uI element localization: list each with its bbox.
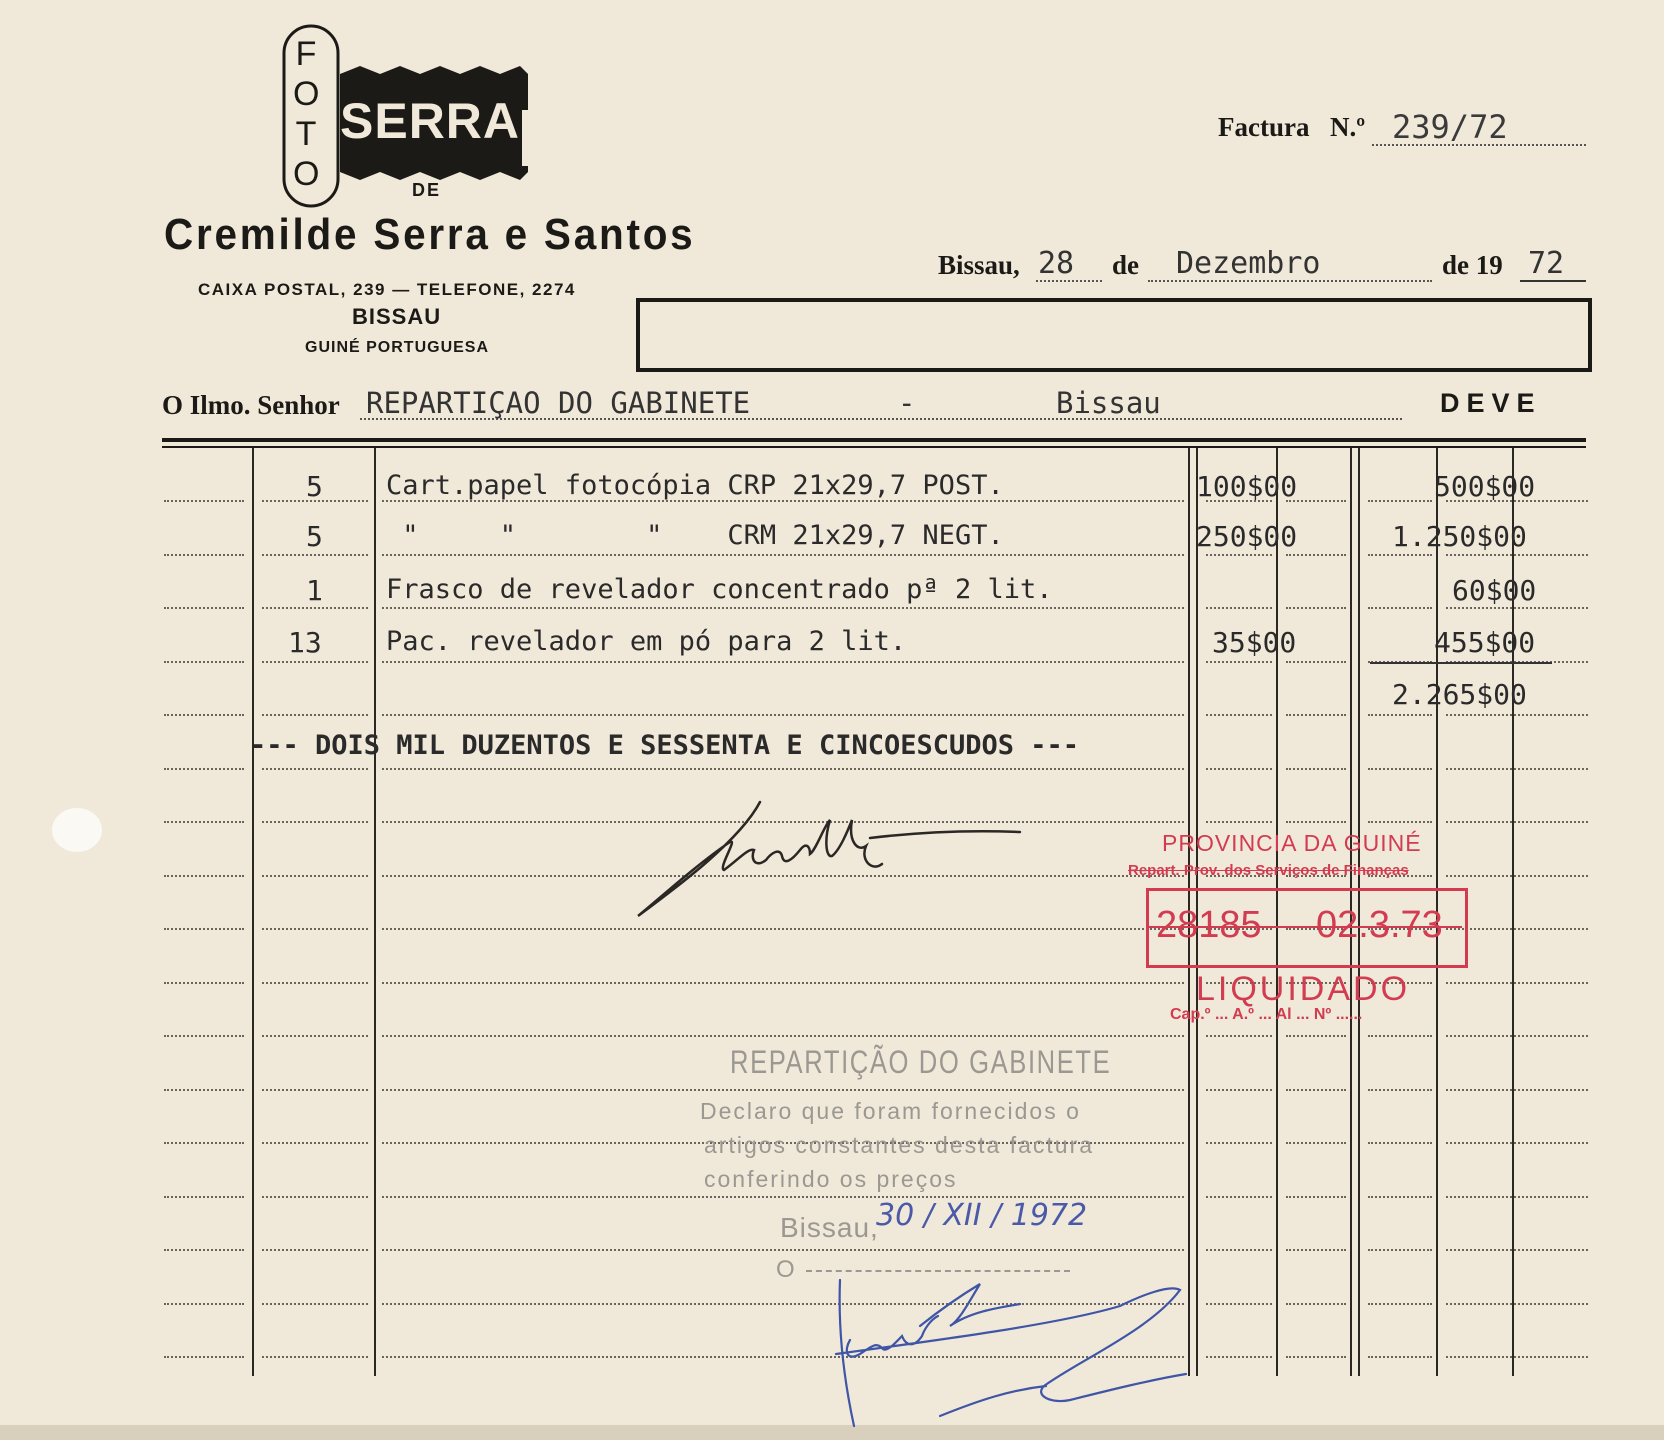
subtotal-rule <box>1370 662 1552 664</box>
ruling-line <box>1446 1356 1588 1358</box>
logo-de: DE <box>412 180 442 200</box>
recipient-dash: - <box>898 386 916 420</box>
ruling-line <box>262 1035 368 1037</box>
company-contact: CAIXA POSTAL, 239 — TELEFONE, 2274 <box>198 280 576 299</box>
item-description: Pac. revelador em pó para 2 lit. <box>386 626 907 657</box>
ruling-line <box>262 928 368 930</box>
ruling-line <box>164 1035 244 1037</box>
ruling-line <box>1286 1196 1346 1198</box>
ruling-line <box>1446 1196 1588 1198</box>
item-unit-price: 250$00 <box>1196 520 1298 553</box>
item-description: Frasco de revelador concentrado pª 2 lit. <box>386 574 1053 605</box>
ruling-line <box>164 1249 244 1251</box>
ruling-line <box>382 554 1184 556</box>
ruling-line <box>1206 1142 1272 1144</box>
finance-stamp-status: LIQUIDADO <box>1196 970 1411 1008</box>
company-region: GUINÉ PORTUGUESA <box>305 339 490 356</box>
office-stamp-place: Bissau, <box>780 1212 879 1243</box>
ruling-line <box>262 1089 368 1091</box>
ruling-line <box>1286 1303 1346 1305</box>
punch-hole <box>52 808 102 852</box>
ruling-line <box>1446 1303 1588 1305</box>
ruling-line <box>1368 1196 1432 1198</box>
ruling-line <box>262 768 368 770</box>
ruling-line <box>1286 768 1346 770</box>
ruling-line <box>164 554 244 556</box>
signature-black <box>620 790 1040 920</box>
company-city: BISSAU <box>352 304 442 329</box>
date-year: 72 <box>1528 246 1565 281</box>
invoice-number-label: N.º <box>1330 112 1366 142</box>
ruling-line <box>1368 500 1432 502</box>
ruling-line <box>382 1035 1184 1037</box>
ruling-line <box>262 982 368 984</box>
item-unit-price: 35$00 <box>1212 626 1297 659</box>
ruling-line <box>262 714 368 716</box>
ruling-line <box>1206 714 1272 716</box>
col-line-qty <box>252 448 254 1376</box>
ruling-line <box>164 982 244 984</box>
ruling-line <box>1368 1249 1432 1251</box>
ruling-line <box>262 821 368 823</box>
ruling-line <box>1368 607 1432 609</box>
ruling-line <box>382 661 1184 663</box>
finance-stamp-subtitle: Repart. Prov. dos Serviços de Finanças <box>1128 862 1409 879</box>
col-line-desc <box>374 448 376 1376</box>
ruling-line <box>164 1303 244 1305</box>
ruling-line <box>1286 714 1346 716</box>
ruling-line <box>1368 1356 1432 1358</box>
ruling-line <box>1446 714 1588 716</box>
deve-label: DEVE <box>1440 388 1542 418</box>
office-stamp-line-3: conferindo os preços <box>704 1166 958 1192</box>
ruling-line <box>1206 607 1272 609</box>
ruling-line <box>164 714 244 716</box>
ruling-line <box>1446 982 1588 984</box>
ruling-line <box>382 928 1184 930</box>
ruling-line <box>1368 1035 1432 1037</box>
ruling-line <box>1446 1142 1588 1144</box>
ruling-line <box>262 1303 368 1305</box>
ruling-line <box>1206 1196 1272 1198</box>
ruling-line <box>1368 1303 1432 1305</box>
office-stamp-line-1: Declaro que foram fornecidos o <box>700 1098 1081 1124</box>
ruling-line <box>1368 554 1432 556</box>
ruling-line <box>164 661 244 663</box>
item-total: 1.250$00 <box>1392 520 1527 553</box>
item-total: 455$00 <box>1434 626 1536 659</box>
ruling-line <box>1206 554 1272 556</box>
ruling-line <box>1286 1089 1346 1091</box>
ruling-line <box>1206 661 1272 663</box>
item-total: 500$00 <box>1434 470 1536 503</box>
ruling-line <box>382 714 1184 716</box>
signature-blue <box>820 1250 1190 1430</box>
ruling-line <box>262 661 368 663</box>
ruling-line <box>1286 661 1346 663</box>
ruling-line <box>262 1142 368 1144</box>
date-place: Bissau, <box>938 250 1020 280</box>
ruling-line <box>1368 1142 1432 1144</box>
ruling-line <box>164 607 244 609</box>
item-description: " " " CRM 21x29,7 NEGT. <box>386 520 1004 551</box>
ruling-line <box>1368 821 1432 823</box>
grand-total: 2.265$00 <box>1392 678 1527 711</box>
ruling-line <box>1206 1303 1272 1305</box>
ruling-line <box>1206 1035 1272 1037</box>
date-day: 28 <box>1038 246 1075 281</box>
table-top-rule <box>162 438 1586 442</box>
ruling-line <box>1286 607 1346 609</box>
ruling-line <box>1446 768 1588 770</box>
ruling-line <box>1206 1089 1272 1091</box>
ruling-line <box>382 607 1184 609</box>
ruling-line <box>1286 1142 1346 1144</box>
ruling-line <box>262 1356 368 1358</box>
address-box <box>636 298 1592 372</box>
finance-stamp-date: 02.3.73 <box>1316 904 1443 946</box>
office-stamp-line-2: artigos constantes desta factura <box>704 1132 1095 1158</box>
ruling-line <box>164 821 244 823</box>
logo-foto-text <box>284 34 328 194</box>
logo-foto: FOTO <box>293 35 320 193</box>
item-qty: 1 <box>306 574 323 607</box>
ruling-line <box>262 607 368 609</box>
ruling-line <box>1286 554 1346 556</box>
ruling-line <box>1446 1035 1588 1037</box>
logo-serra: SERRA <box>340 93 521 149</box>
office-stamp-mark: O <box>776 1256 795 1283</box>
date-de-2: de 19 <box>1442 250 1503 280</box>
item-qty: 5 <box>306 520 323 553</box>
finance-stamp-footer: Cap.º ... A.º ... Al ... Nº ...... <box>1170 1006 1363 1023</box>
ruling-line <box>262 875 368 877</box>
date-month: Dezembro <box>1176 246 1321 281</box>
recipient-name: REPARTIÇAO DO GABINETE <box>366 386 751 420</box>
item-unit-price: 100$00 <box>1196 470 1298 503</box>
finance-stamp-code: 28185 <box>1156 904 1262 946</box>
ruling-line <box>262 1249 368 1251</box>
ruling-line <box>262 1196 368 1198</box>
ruling-line <box>1446 875 1588 877</box>
ruling-line <box>382 768 1184 770</box>
finance-stamp-title: PROVINCIA DA GUINÉ <box>1162 830 1422 856</box>
recipient-label: O Ilmo. Senhor <box>162 390 340 420</box>
ruling-line <box>262 554 368 556</box>
item-qty: 5 <box>306 470 323 503</box>
date-de-1: de <box>1112 250 1139 280</box>
item-qty: 13 <box>288 626 322 659</box>
office-stamp-date: 30 / XII / 1972 <box>876 1198 1088 1233</box>
ruling-line <box>1368 768 1432 770</box>
recipient-city: Bissau <box>1056 386 1161 420</box>
ruling-line <box>382 982 1184 984</box>
ruling-line <box>164 500 244 502</box>
ruling-line <box>164 768 244 770</box>
ruling-line <box>1286 1356 1346 1358</box>
ruling-line <box>1368 1089 1432 1091</box>
amount-in-words: --- DOIS MIL DUZENTOS E SESSENTA E CINCOESCUDOS --- <box>250 730 1080 761</box>
ruling-line <box>164 875 244 877</box>
ruling-line <box>1446 1089 1588 1091</box>
ruling-line <box>1446 821 1588 823</box>
ruling-line <box>1286 821 1346 823</box>
ruling-line <box>1206 1356 1272 1358</box>
ruling-line <box>164 1196 244 1198</box>
ruling-line <box>164 1356 244 1358</box>
ruling-line <box>164 1142 244 1144</box>
ruling-line <box>1206 1249 1272 1251</box>
ruling-line <box>164 928 244 930</box>
ruling-line <box>1286 1035 1346 1037</box>
ruling-line <box>382 1089 1184 1091</box>
ruling-line <box>164 1089 244 1091</box>
ruling-line <box>1446 1249 1588 1251</box>
ruling-line <box>1206 768 1272 770</box>
item-total: 60$00 <box>1452 574 1537 607</box>
company-name: Cremilde Serra e Santos <box>164 210 696 259</box>
invoice-label: Factura <box>1218 112 1310 142</box>
ruling-line <box>1446 607 1588 609</box>
ruling-line <box>1368 714 1432 716</box>
ruling-line <box>1206 821 1272 823</box>
invoice-number: 239/72 <box>1392 108 1508 146</box>
item-description: Cart.papel fotocópia CRP 21x29,7 POST. <box>386 470 1004 501</box>
ruling-line <box>1446 554 1588 556</box>
ruling-line <box>1286 1249 1346 1251</box>
office-stamp-title: REPARTIÇÃO DO GABINETE <box>730 1044 1112 1080</box>
